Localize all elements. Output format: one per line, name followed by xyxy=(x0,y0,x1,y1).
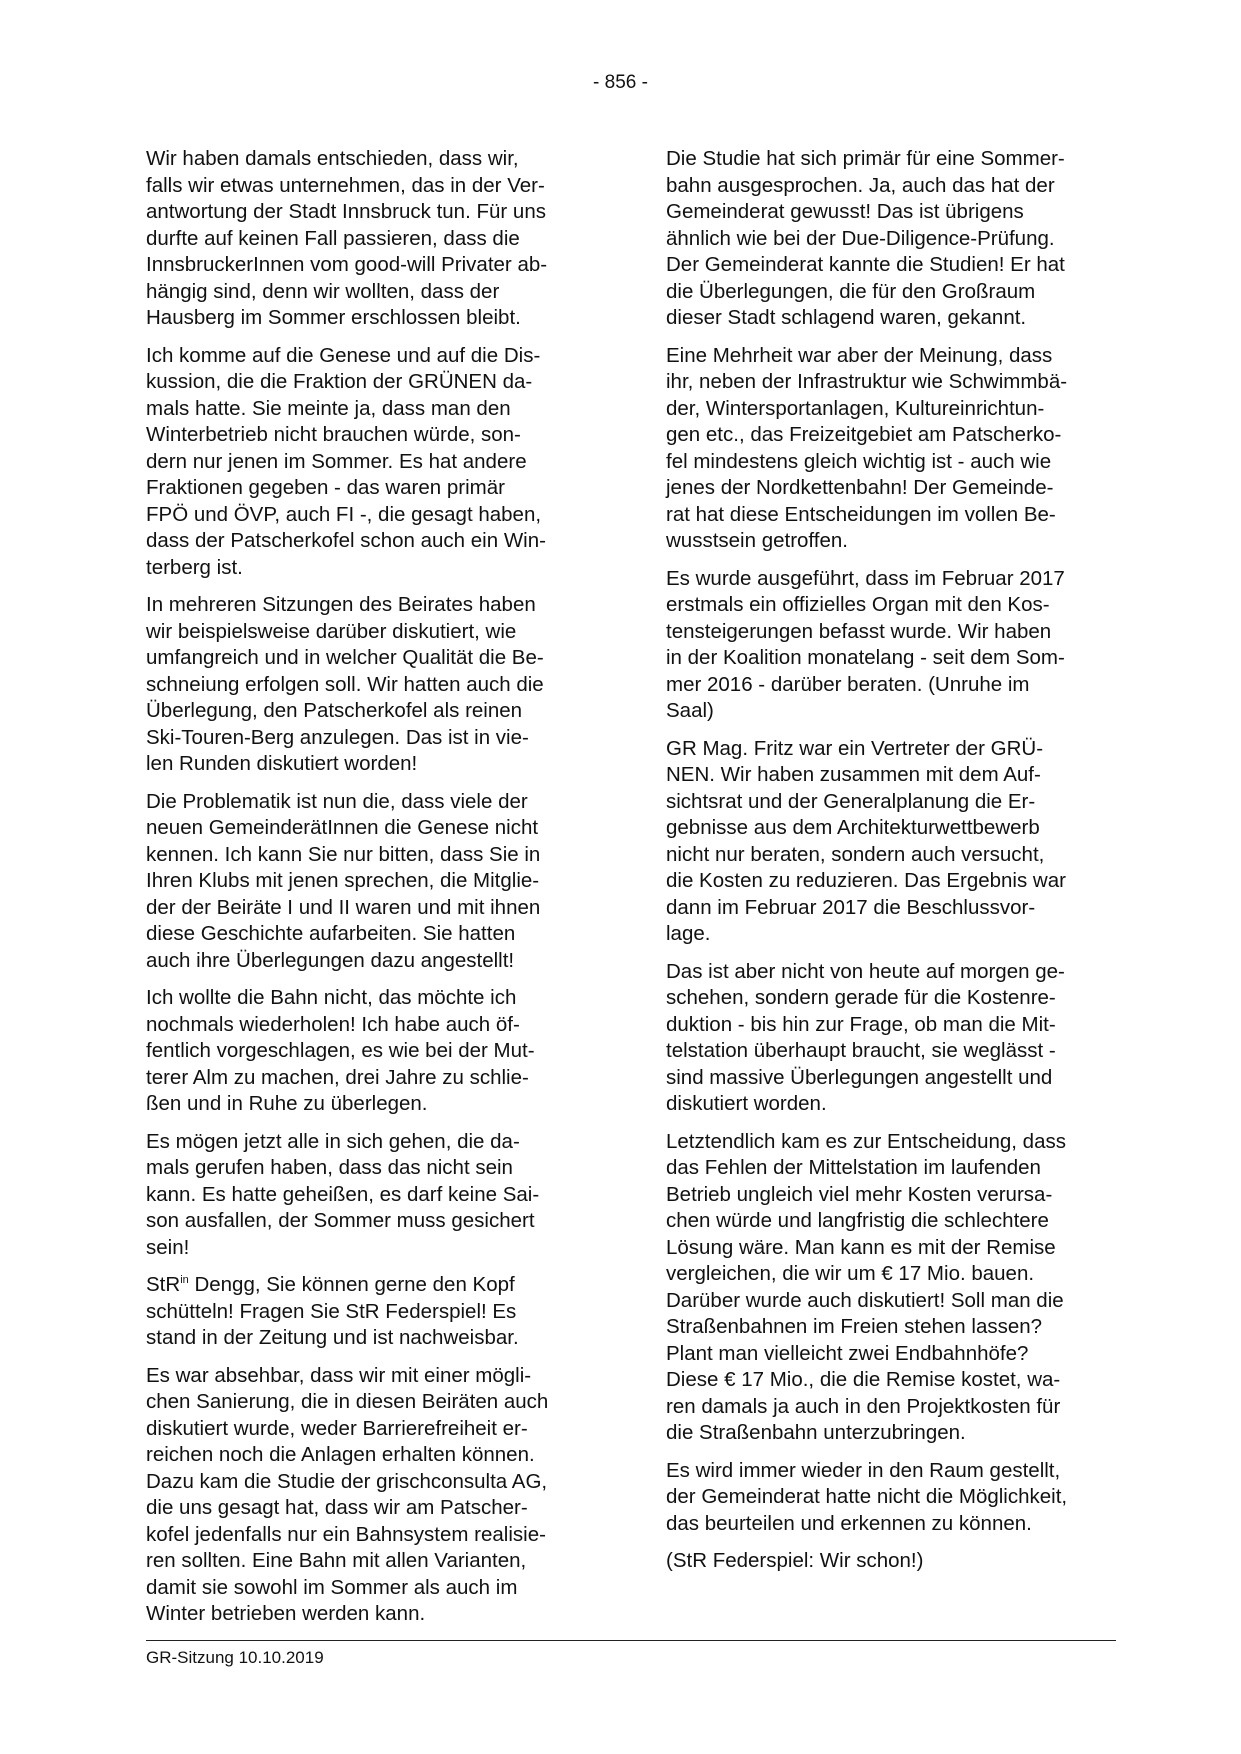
right-column xyxy=(666,146,1121,1586)
paragraph: Das ist aber nicht von heute auf morgen ge- schehen, sondern gerade für die Kostenre- duktion - bis hin zur Frage, ob man die Mit- telstation überhaupt braucht, sie weglässt - sind massive Überlegungen angestellt und diskutiert worden. xyxy=(666,959,1065,1115)
gender-suffix: in xyxy=(180,1274,189,1287)
footer-session-date: GR-Sitzung 10.10.2019 xyxy=(146,1648,324,1667)
paragraph: Die Problematik ist nun die, dass viele der neuen GemeinderätInnen die Genese nicht kennen. Ich kann Sie nur bitten, dass Sie in Ihren Klubs mit jenen sprechen, die Mitglie- der der Beiräte I und II waren und mit ihnen diese Geschichte aufarbeiten. Sie hatten auch ihre Überlegungen dazu angestellt! xyxy=(146,789,541,972)
paragraph: GR Mag. Fritz war ein Vertreter der GRÜ- NEN. Wir haben zusammen mit dem Auf- sichtsrat und der Generalplanung die Er- gebnisse aus dem Architekturwettbewerb nicht nur beraten, sondern auch versucht, die Kosten zu reduzieren. Das Ergebnis war dann im Februar 2017 die Beschlussvor- lage. xyxy=(666,736,1066,945)
paragraph: Ich wollte die Bahn nicht, das möchte ich nochmals wiederholen! Ich habe auch öf- fentlich vorgeschlagen, es wie bei der Mut- terer Alm zu machen, drei Jahre zu schlie- ßen und in Ruhe zu überlegen. xyxy=(146,986,535,1115)
paragraph-str-dengg xyxy=(146,1272,601,1352)
paragraph: Wir haben damals entschieden, dass wir, falls wir etwas unternehmen, das in der Ver- antwortung der Stadt Innsbruck tun. Für uns durfte auf keinen Fall passieren, dass die InnsbruckerInnen vom good-will Privater ab- hängig sind, denn wir wollten, dass der Hausberg im Sommer erschlossen bleibt. xyxy=(146,147,548,329)
paragraph-text: Dengg, Sie können gerne den Kopf schütteln! Fragen Sie StR Federspiel! Es stand in der Zeitung und ist nachweisbar. xyxy=(146,1273,519,1349)
paragraph: Es war absehbar, dass wir mit einer mögli- chen Sanierung, die in diesen Beiräten auch diskutiert wurde, weder Barrierefreiheit er- reichen noch die Anlagen erhalten können. Dazu kam die Studie der grischconsulta AG, die uns gesagt hat, dass wir am Patscher- kofel jedenfalls nur ein Bahnsystem realisie- ren sollten. Eine Bahn mit allen Varianten, damit sie sowohl im Sommer als auch im Winter betrieben werden kann. xyxy=(146,1363,549,1625)
speaker-title: StR xyxy=(146,1273,181,1296)
paragraph: Die Studie hat sich primär für eine Sommer- bahn ausgesprochen. Ja, auch das hat der Gemeinderat gewusst! Das ist übrigens ähnlich wie bei der Due-Diligence-Prüfung. Der Gemeinderat kannte die Studien! Er hat die Überlegungen, die für den Großraum dieser Stadt schlagend waren, gekannt. xyxy=(666,147,1065,329)
paragraph: (StR Federspiel: Wir schon!) xyxy=(666,1549,924,1572)
paragraph: Ich komme auf die Genese und auf die Dis- kussion, die die Fraktion der GRÜNEN da- mals hatte. Sie meinte ja, dass man den Winterbetrieb nicht brauchen würde, son- dern nur jenen im Sommer. Es hat andere Fraktionen gegeben - das waren primär FPÖ und ÖVP, auch FI -, die gesagt haben, dass der Patscherkofel schon auch ein Win- terberg ist. xyxy=(146,343,546,579)
left-column xyxy=(146,146,601,1639)
footer-divider xyxy=(146,1640,1116,1641)
paragraph: In mehreren Sitzungen des Beirates haben wir beispielsweise darüber diskutiert, wie umfangreich und in welcher Qualität die Be- schneiung erfolgen soll. Wir hatten auch die Überlegung, den Patscherkofel als reinen Ski-Touren-Berg anzulegen. Das ist in vie- len Runden diskutiert worden! xyxy=(146,593,544,775)
paragraph: Eine Mehrheit war aber der Meinung, dass ihr, neben der Infrastruktur wie Schwimmbä- der, Wintersportanlagen, Kultureinrichtun- gen etc., das Freizeitgebiet am Patscherko- fel mindestens gleich wichtig ist - auch wie jenes der Nordkettenbahn! Der Gemeinde- rat hat diese Entscheidungen im vollen Be- wusstsein getroffen. xyxy=(666,343,1068,552)
paragraph: Letztendlich kam es zur Entscheidung, dass das Fehlen der Mittelstation im laufenden Betrieb ungleich viel mehr Kosten verursa- chen würde und langfristig die schlechtere Lösung wäre. Man kann es mit der Remise vergleichen, die wir um € 17 Mio. bauen. Darüber wurde auch diskutiert! Soll man die Straßenbahnen im Freien stehen lassen? Plant man vielleicht zwei Endbahnhöfe? Diese € 17 Mio., die die Remise kostet, wa- ren damals ja auch in den Projektkosten für die Straßenbahn unterzubringen. xyxy=(666,1129,1066,1444)
paragraph: Es wird immer wieder in den Raum gestellt, der Gemeinderat hatte nicht die Möglichkeit, das beurteilen und erkennen zu können. xyxy=(666,1458,1068,1535)
paragraph: Es mögen jetzt alle in sich gehen, die da- mals gerufen haben, dass das nicht sein kann. Es hatte geheißen, es darf keine Sai- son ausfallen, der Sommer muss gesichert sein! xyxy=(146,1129,540,1259)
paragraph: Es wurde ausgeführt, dass im Februar 2017 erstmals ein offizielles Organ mit den Kos- tensteigerungen befasst wurde. Wir haben in der Koalition monatelang - seit dem Som- mer 2016 - darüber beraten. (Unruhe im Saal) xyxy=(666,566,1065,722)
page-number: - 856 - xyxy=(593,72,648,93)
